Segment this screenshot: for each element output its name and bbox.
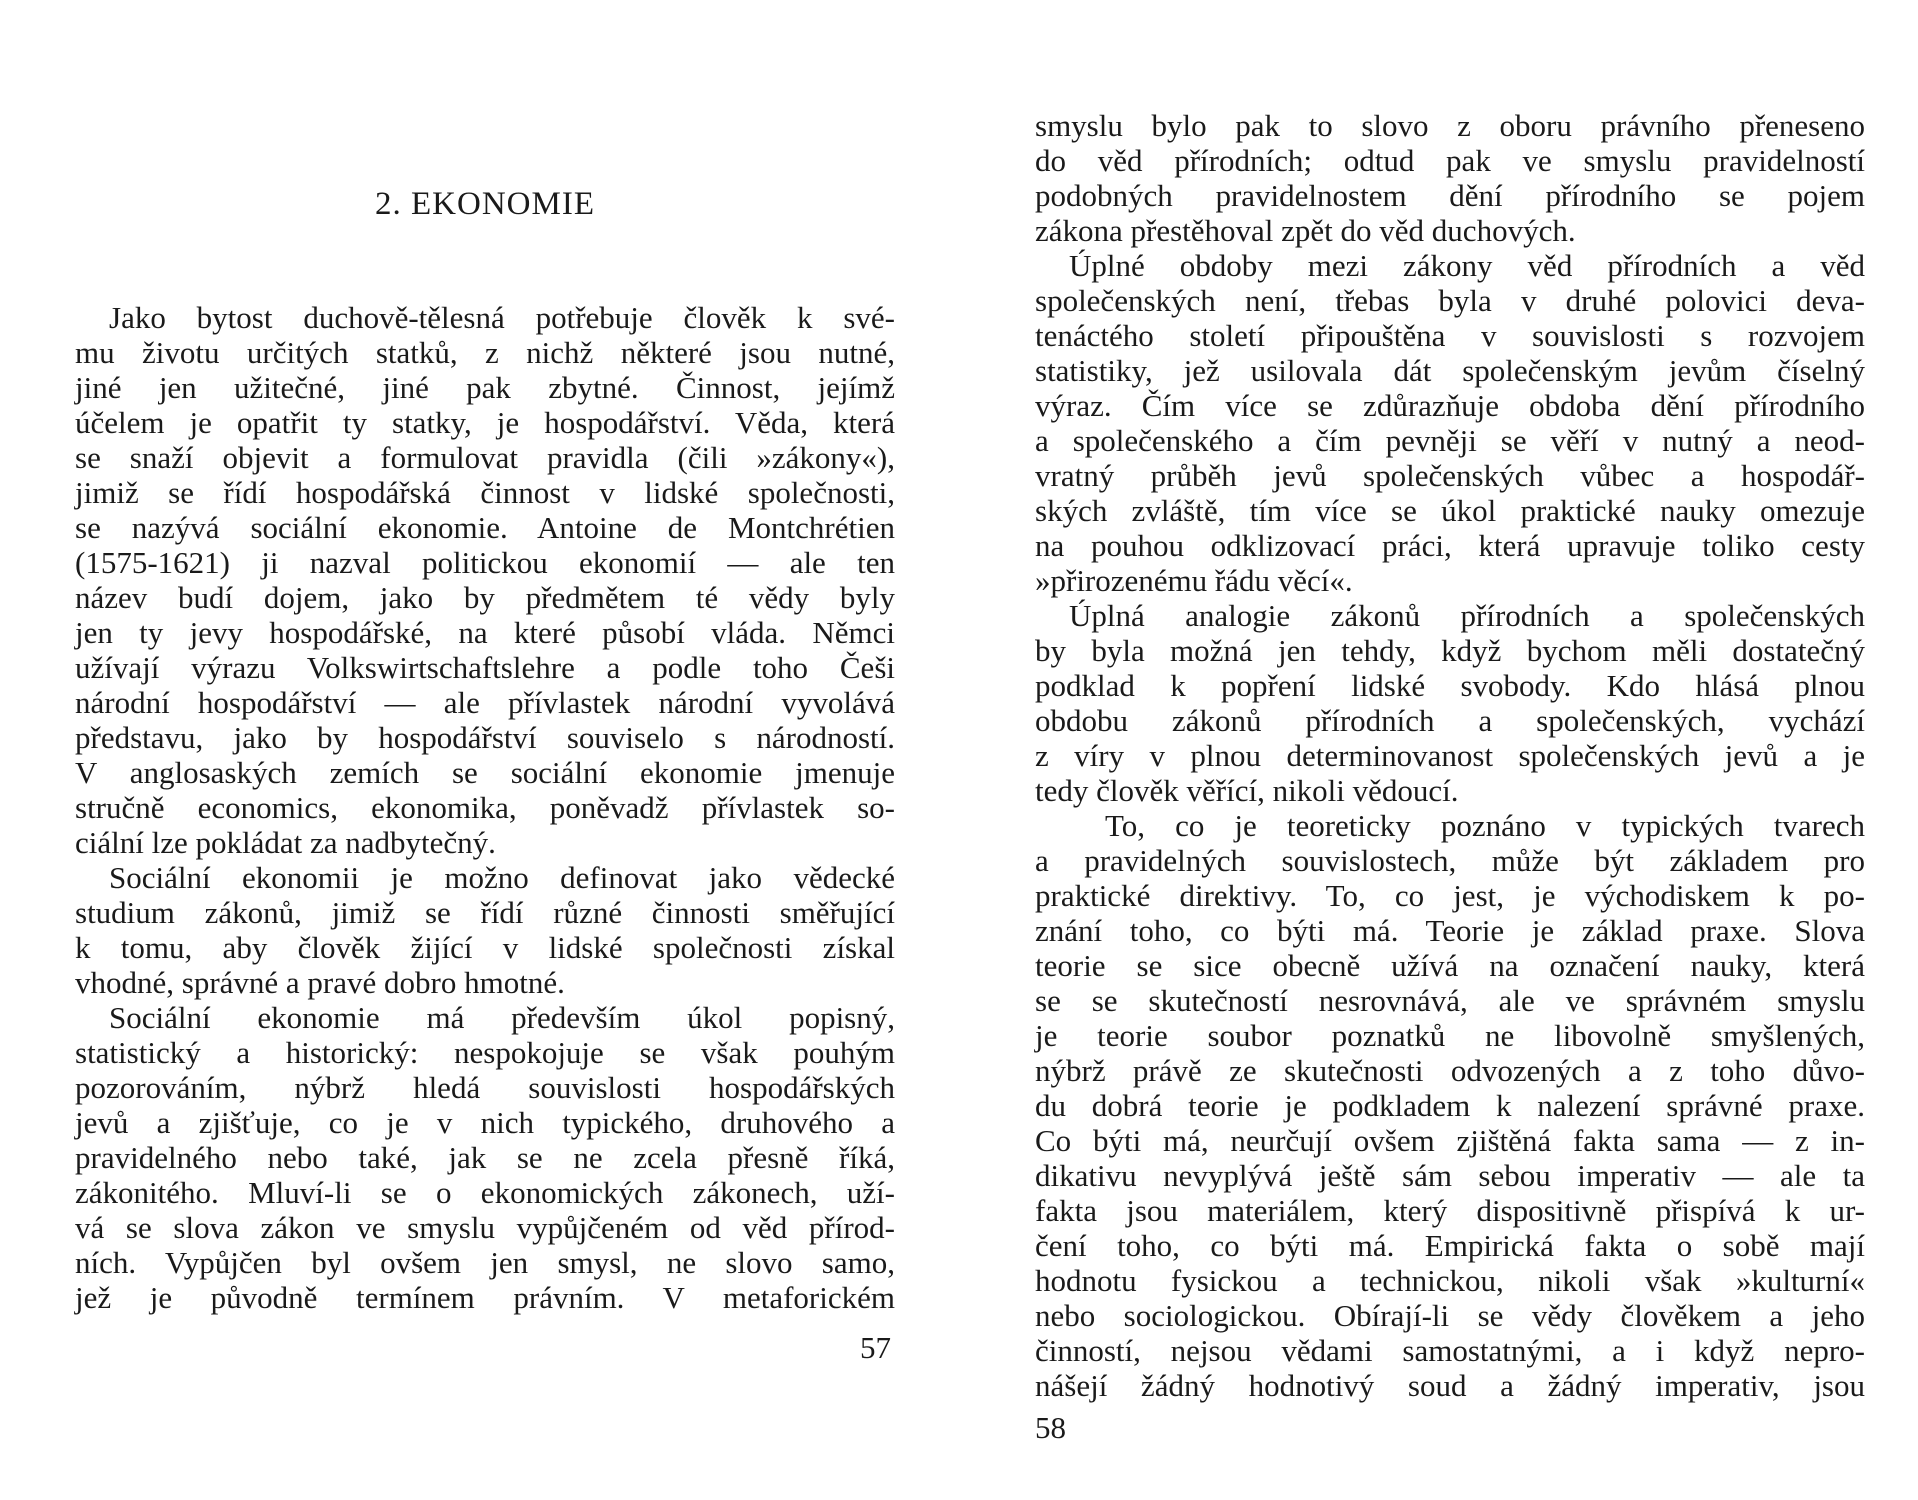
text-line: vratný průběh jevů společenských vůbec a hospodář- bbox=[1035, 458, 1865, 493]
text-line: studium zákonů, jimiž se řídí různé činnosti směřující bbox=[75, 895, 895, 930]
text-line: se se skutečností nesrovnává, ale ve správném smyslu bbox=[1035, 983, 1865, 1018]
text-line: jiné jen užitečné, jiné pak zbytné. Činnost, jejímž bbox=[75, 370, 895, 405]
text-line: účelem je opatřit ty statky, je hospodářství. Věda, která bbox=[75, 405, 895, 440]
text-line: podobných pravidelnostem dění přírodního se pojem bbox=[1035, 178, 1865, 213]
text-line: hodnotu fysickou a technickou, nikoli však »kulturní« bbox=[1035, 1263, 1865, 1298]
text-line: tedy člověk věřící, nikoli vědoucí. bbox=[1035, 773, 1459, 808]
text-line: znání toho, co býti má. Teorie je základ praxe. Slova bbox=[1035, 913, 1865, 948]
text-line: jimiž se řídí hospodářská činnost v lidské společnosti, bbox=[75, 475, 895, 510]
text-line: »přirozenému řádu věcí«. bbox=[1035, 563, 1353, 598]
right-page-text bbox=[1035, 108, 1865, 1403]
text-line: praktické direktivy. To, co jest, je východiskem k po- bbox=[1035, 878, 1865, 913]
text-line: společenských není, třebas byla v druhé polovici deva- bbox=[1035, 283, 1865, 318]
text-line: podklad k popření lidské svobody. Kdo hlásá plnou bbox=[1035, 668, 1865, 703]
text-line: stručně economics, ekonomika, poněvadž přívlastek so- bbox=[75, 790, 895, 825]
text-line: obdobu zákonů přírodních a společenských, vychází bbox=[1035, 703, 1865, 738]
page-number-right: 58 bbox=[1035, 1410, 1066, 1445]
text-line: pravidelného nebo také, jak se ne zcela přesně říká, bbox=[75, 1140, 895, 1175]
text-line: z víry v plnou determinovanost společenských jevů a je bbox=[1035, 738, 1865, 773]
text-line: Sociální ekonomii je možno definovat jako vědecké bbox=[109, 860, 895, 895]
text-line: a pravidelných souvislostech, může být základem pro bbox=[1035, 843, 1865, 878]
text-line: nýbrž právě ze skutečnosti odvozených a z toho důvo- bbox=[1035, 1053, 1865, 1088]
text-line: To, co je teoreticky poznáno v typických tvarech bbox=[1105, 808, 1865, 843]
text-line: činností, nejsou vědami samostatnými, a i když nepro- bbox=[1035, 1333, 1865, 1368]
text-line: jevů a zjišťuje, co je v nich typického, druhového a bbox=[75, 1105, 895, 1140]
text-line: statistiky, jež usilovala dát společenským jevům číselný bbox=[1035, 353, 1865, 388]
text-line: jež je původně termínem právním. V metaforickém bbox=[75, 1280, 895, 1315]
text-line: tenáctého století připouštěna v souvislosti s rozvojem bbox=[1035, 318, 1865, 353]
left-page-text bbox=[75, 300, 895, 1315]
text-line: zákona přestěhoval zpět do věd duchových. bbox=[1035, 213, 1576, 248]
text-line: je teorie soubor poznatků ne libovolně smyšlených, bbox=[1035, 1018, 1865, 1053]
text-line: Jako bytost duchově-tělesná potřebuje člověk k své- bbox=[109, 300, 895, 335]
text-line: statistický a historický: nespokojuje se však pouhým bbox=[75, 1035, 895, 1070]
text-line: se nazývá sociální ekonomie. Antoine de Montchrétien bbox=[75, 510, 895, 545]
text-line: výraz. Čím více se zdůrazňuje obdoba dění přírodního bbox=[1035, 388, 1865, 423]
text-line: mu životu určitých statků, z nichž některé jsou nutné, bbox=[75, 335, 895, 370]
text-line: du dobrá teorie je podkladem k nalezení správné praxe. bbox=[1035, 1088, 1865, 1123]
text-line: k tomu, aby člověk žijící v lidské společnosti získal bbox=[75, 930, 895, 965]
text-line: zákonitého. Mluví-li se o ekonomických zákonech, uží- bbox=[75, 1175, 895, 1210]
text-line: národní hospodářství — ale přívlastek národní vyvolává bbox=[75, 685, 895, 720]
text-line: se snaží objevit a formulovat pravidla (čili »zákony«), bbox=[75, 440, 895, 475]
text-line: čení toho, co býti má. Empirická fakta o sobě mají bbox=[1035, 1228, 1865, 1263]
text-line: V anglosaských zemích se sociální ekonomie jmenuje bbox=[75, 755, 895, 790]
text-line: ských zvláště, tím více se úkol praktické nauky omezuje bbox=[1035, 493, 1865, 528]
text-line: Úplná analogie zákonů přírodních a společenských bbox=[1069, 598, 1865, 633]
page-number-left: 57 bbox=[860, 1330, 891, 1365]
text-line: do věd přírodních; odtud pak ve smyslu pravidelností bbox=[1035, 143, 1865, 178]
text-line: Sociální ekonomie má především úkol popisný, bbox=[109, 1000, 895, 1035]
text-line: (1575-1621) ji nazval politickou ekonomií — ale ten bbox=[75, 545, 895, 580]
text-line: smyslu bylo pak to slovo z oboru právního přeneseno bbox=[1035, 108, 1865, 143]
text-line: vá se slova zákon ve smyslu vypůjčeném od věd přírod- bbox=[75, 1210, 895, 1245]
text-line: teorie se sice obecně užívá na označení nauky, která bbox=[1035, 948, 1865, 983]
text-line: na pouhou odklizovací práci, která upravuje toliko cesty bbox=[1035, 528, 1865, 563]
text-line: pozorováním, nýbrž hledá souvislosti hospodářských bbox=[75, 1070, 895, 1105]
text-line: jen ty jevy hospodářské, na které působí vláda. Němci bbox=[75, 615, 895, 650]
text-line: užívají výrazu Volkswirtschaftslehre a podle toho Češi bbox=[75, 650, 895, 685]
text-line: nebo sociologickou. Obírají-li se vědy člověkem a jeho bbox=[1035, 1298, 1865, 1333]
text-line: dikativu nevyplývá ještě sám sebou imperativ — ale ta bbox=[1035, 1158, 1865, 1193]
text-line: Úplné obdoby mezi zákony věd přírodních a věd bbox=[1069, 248, 1865, 283]
text-line: nášejí žádný hodnotivý soud a žádný imperativ, jsou bbox=[1035, 1368, 1865, 1403]
text-line: Co býti má, neurčují ovšem zjištěná fakta sama — z in- bbox=[1035, 1123, 1865, 1158]
text-line: vhodné, správné a pravé dobro hmotné. bbox=[75, 965, 565, 1000]
text-line: by byla možná jen tehdy, když bychom měli dostatečný bbox=[1035, 633, 1865, 668]
text-line: fakta jsou materiálem, který dispositivně přispívá k ur- bbox=[1035, 1193, 1865, 1228]
chapter-title: 2. EKONOMIE bbox=[375, 186, 595, 222]
text-line: název budí dojem, jako by předmětem té vědy byly bbox=[75, 580, 895, 615]
text-line: ciální lze pokládat za nadbytečný. bbox=[75, 825, 496, 860]
text-line: ních. Vypůjčen byl ovšem jen smysl, ne slovo samo, bbox=[75, 1245, 895, 1280]
text-line: představu, jako by hospodářství souviselo s národností. bbox=[75, 720, 895, 755]
text-line: a společenského a čím pevněji se věří v nutný a neod- bbox=[1035, 423, 1865, 458]
